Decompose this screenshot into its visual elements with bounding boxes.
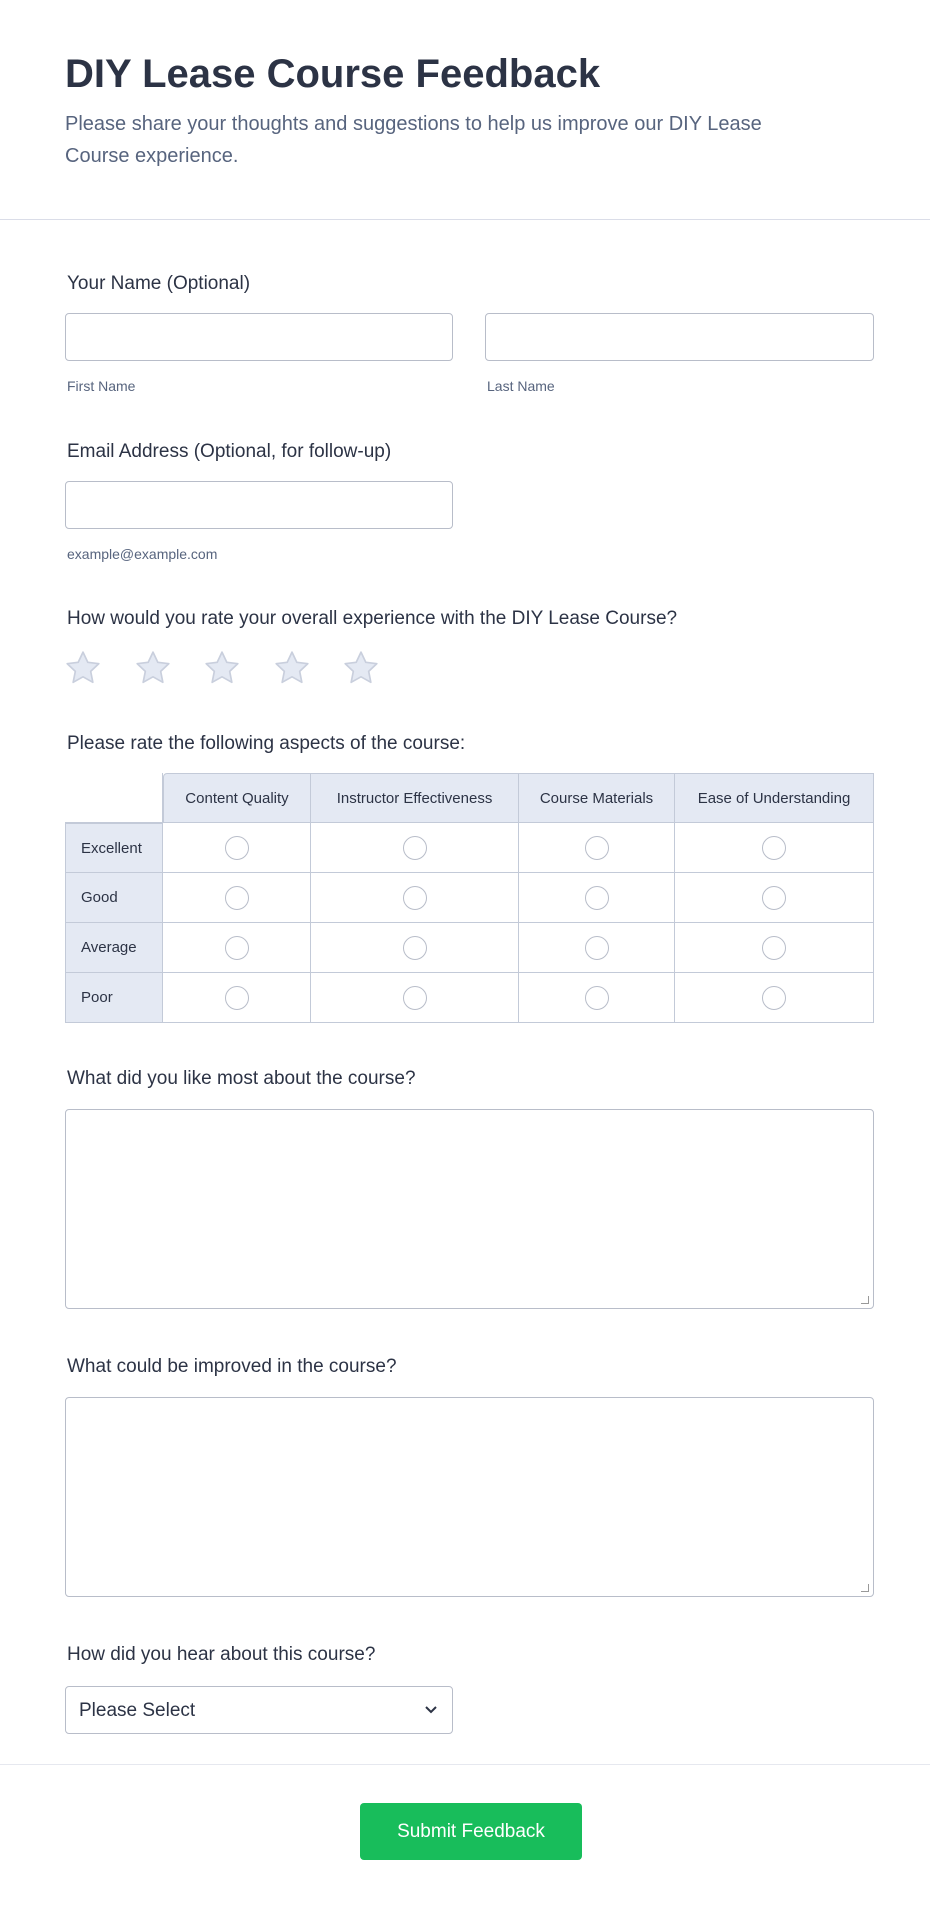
radio-button[interactable] [585, 986, 609, 1010]
radio-button[interactable] [225, 936, 249, 960]
radio-button[interactable] [762, 986, 786, 1010]
star-icon[interactable] [341, 648, 381, 688]
matrix-column-header: Content Quality [163, 773, 311, 823]
last-name-sublabel: Last Name [487, 378, 555, 394]
header-divider [0, 219, 930, 220]
matrix-cell [519, 923, 675, 973]
radio-button[interactable] [403, 836, 427, 860]
matrix-row-label: Average [65, 923, 163, 973]
matrix-cell [163, 873, 311, 923]
radio-button[interactable] [585, 836, 609, 860]
radio-button[interactable] [585, 936, 609, 960]
last-name-input[interactable] [485, 313, 874, 361]
matrix-cell [311, 823, 519, 873]
first-name-sublabel: First Name [67, 378, 136, 394]
radio-button[interactable] [762, 936, 786, 960]
email-label: Email Address (Optional, for follow-up) [67, 441, 392, 462]
radio-button[interactable] [403, 986, 427, 1010]
footer-divider [0, 1764, 930, 1765]
star-icon[interactable] [133, 648, 173, 688]
submit-button[interactable]: Submit Feedback [360, 1803, 582, 1860]
radio-button[interactable] [225, 986, 249, 1010]
matrix-cell [519, 873, 675, 923]
star-icon[interactable] [202, 648, 242, 688]
name-label: Your Name (Optional) [67, 273, 251, 294]
matrix-row [65, 873, 874, 923]
matrix-cell [519, 973, 675, 1023]
star-icon[interactable] [272, 648, 312, 688]
matrix-cell [675, 823, 874, 873]
matrix-column-header: Ease of Understanding [675, 773, 874, 823]
liked-textarea[interactable] [65, 1109, 874, 1309]
first-name-input[interactable] [65, 313, 453, 361]
chevron-down-icon [424, 1705, 438, 1715]
email-input[interactable] [65, 481, 453, 529]
liked-label: What did you like most about the course? [67, 1068, 416, 1089]
radio-button[interactable] [762, 886, 786, 910]
matrix-cell [519, 823, 675, 873]
page-subtitle: Please share your thoughts and suggestions to help us improve our DIY Lease Course experience. [65, 113, 762, 167]
page-title: DIY Lease Course Feedback [65, 52, 601, 96]
matrix-cell [163, 823, 311, 873]
radio-button[interactable] [225, 886, 249, 910]
improve-label: What could be improved in the course? [67, 1356, 397, 1377]
matrix-cell [163, 923, 311, 973]
radio-button[interactable] [762, 836, 786, 860]
matrix-column-header: Instructor Effectiveness [311, 773, 519, 823]
matrix-label: Please rate the following aspects of the course: [67, 733, 466, 754]
matrix-cell [675, 923, 874, 973]
resize-handle-icon[interactable] [861, 1584, 869, 1592]
matrix-cell [311, 873, 519, 923]
source-selected-value: Please Select [79, 1700, 196, 1721]
radio-button[interactable] [403, 936, 427, 960]
matrix-row [65, 923, 874, 973]
star-icon[interactable] [63, 648, 103, 688]
matrix-cell [675, 873, 874, 923]
matrix-corner [65, 773, 163, 823]
matrix-row [65, 973, 874, 1023]
matrix-cell [675, 973, 874, 1023]
resize-handle-icon[interactable] [861, 1296, 869, 1304]
radio-button[interactable] [225, 836, 249, 860]
improve-textarea[interactable] [65, 1397, 874, 1597]
matrix-row [65, 823, 874, 873]
matrix-column-header: Course Materials [519, 773, 675, 823]
source-select[interactable] [65, 1686, 453, 1734]
radio-button[interactable] [585, 886, 609, 910]
star-rating [63, 648, 381, 688]
source-label: How did you hear about this course? [67, 1644, 376, 1665]
email-sublabel: example@example.com [67, 546, 218, 562]
matrix-row-label: Poor [65, 973, 163, 1023]
matrix-row-label: Good [65, 873, 163, 923]
matrix-cell [311, 923, 519, 973]
rating-matrix [65, 773, 874, 1023]
radio-button[interactable] [403, 886, 427, 910]
matrix-cell [163, 973, 311, 1023]
rating-label: How would you rate your overall experience with the DIY Lease Course? [67, 608, 678, 629]
matrix-row-label: Excellent [65, 823, 163, 873]
matrix-cell [311, 973, 519, 1023]
